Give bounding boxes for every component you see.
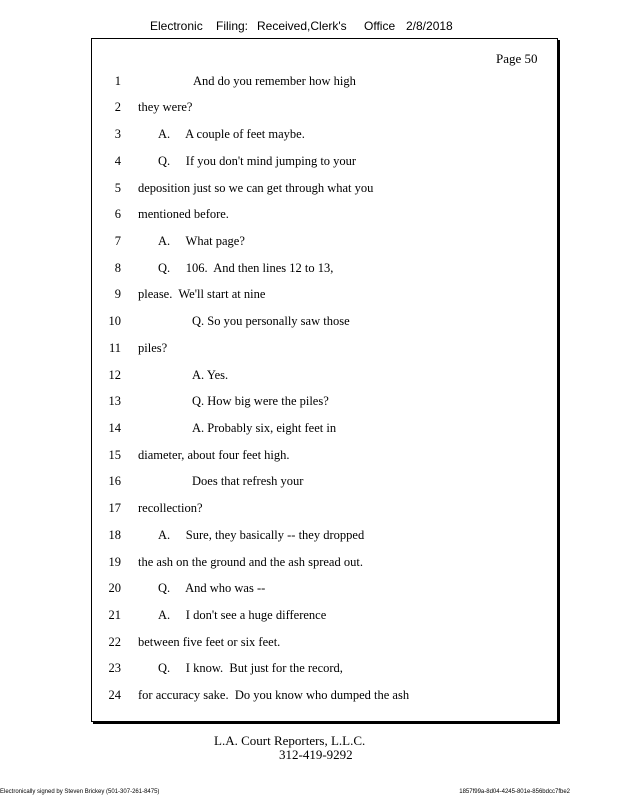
line-text: Q. 106. And then lines 12 to 13, xyxy=(158,261,334,275)
transcript-line xyxy=(91,341,556,359)
page-number: Page 50 xyxy=(496,51,538,66)
line-number: 10 xyxy=(108,314,121,328)
line-number: 18 xyxy=(108,528,121,542)
header-electronic: Electronic xyxy=(150,19,203,33)
line-text: A. Sure, they basically -- they dropped xyxy=(158,528,365,542)
line-number: 11 xyxy=(108,341,121,355)
transcript-line xyxy=(91,661,556,679)
transcript-line xyxy=(91,74,556,92)
line-number: 19 xyxy=(108,555,121,569)
transcript-line xyxy=(91,287,556,305)
line-text: please. We'll start at nine xyxy=(138,287,266,301)
line-number: 24 xyxy=(108,688,121,702)
header-received: Received,Clerk's xyxy=(257,19,347,33)
line-number: 13 xyxy=(108,394,121,408)
line-number: 16 xyxy=(108,474,121,488)
transcript-line xyxy=(91,100,556,118)
header-office: Office xyxy=(364,19,396,33)
transcript-line xyxy=(91,635,556,653)
transcript-line xyxy=(91,474,556,492)
line-text: recollection? xyxy=(138,501,203,515)
line-text: diameter, about four feet high. xyxy=(138,448,290,462)
line-text: mentioned before. xyxy=(138,207,229,221)
line-text: A. Yes. xyxy=(192,368,229,382)
transcript-line xyxy=(91,154,556,172)
line-number: 2 xyxy=(114,100,121,114)
line-text: Q. If you don't mind jumping to your xyxy=(158,154,357,168)
line-text: piles? xyxy=(138,341,168,355)
transcript-line xyxy=(91,127,556,145)
transcript-line xyxy=(91,394,556,412)
line-number: 21 xyxy=(108,608,121,622)
line-text: Q. So you personally saw those xyxy=(192,314,350,328)
line-number: 1 xyxy=(114,74,121,88)
line-number: 5 xyxy=(114,181,121,195)
line-number: 9 xyxy=(114,287,121,301)
line-text: And do you remember how high xyxy=(193,74,356,88)
transcript-line xyxy=(91,501,556,519)
transcript-line xyxy=(91,581,556,599)
line-number: 7 xyxy=(114,234,121,248)
line-text: A. A couple of feet maybe. xyxy=(158,127,305,141)
line-number: 23 xyxy=(108,661,121,675)
line-text: A. I don't see a huge difference xyxy=(158,608,327,622)
line-number: 15 xyxy=(108,448,121,462)
court-reporter-phone: 312-419-9292 xyxy=(279,747,353,762)
line-text: Q. I know. But just for the record, xyxy=(158,661,343,675)
transcript-line xyxy=(91,314,556,332)
transcript-line xyxy=(91,555,556,573)
transcript-line xyxy=(91,608,556,626)
transcript-line xyxy=(91,261,556,279)
line-number: 8 xyxy=(114,261,121,275)
transcript-line xyxy=(91,688,556,706)
electronic-signature: Electronically signed by Steven Brickey (501-307-261-8475) xyxy=(0,789,160,795)
filing-header xyxy=(0,19,618,37)
line-text: they were? xyxy=(138,100,193,114)
transcript-line xyxy=(91,234,556,252)
line-number: 14 xyxy=(108,421,121,435)
transcript-line xyxy=(91,421,556,439)
line-text: between five feet or six feet. xyxy=(138,635,281,649)
line-text: deposition just so we can get through what you xyxy=(138,181,374,195)
transcript-line xyxy=(91,448,556,466)
line-number: 17 xyxy=(108,501,121,515)
transcript-line xyxy=(91,181,556,199)
court-reporter-name: L.A. Court Reporters, L.L.C. xyxy=(214,733,366,748)
header-filing: Filing: xyxy=(216,19,249,33)
line-text: the ash on the ground and the ash spread out. xyxy=(138,555,363,569)
line-number: 3 xyxy=(114,127,121,141)
transcript-line xyxy=(91,207,556,225)
transcript-line xyxy=(91,368,556,386)
line-number: 12 xyxy=(108,368,121,382)
line-text: for accuracy sake. Do you know who dumped the ash xyxy=(138,688,410,702)
line-number: 22 xyxy=(108,635,121,649)
line-text: A. Probably six, eight feet in xyxy=(192,421,337,435)
transcript-line xyxy=(91,528,556,546)
line-text: Does that refresh your xyxy=(192,474,304,488)
line-text: Q. And who was -- xyxy=(158,581,266,595)
line-text: A. What page? xyxy=(158,234,245,248)
document-hash: 1857f99a-8d04-4245-801e-856bdcc7fbe2 xyxy=(459,789,570,795)
line-number: 6 xyxy=(114,207,121,221)
line-text: Q. How big were the piles? xyxy=(192,394,329,408)
header-date: 2/8/2018 xyxy=(406,19,453,33)
line-number: 4 xyxy=(114,154,121,168)
line-number: 20 xyxy=(108,581,121,595)
